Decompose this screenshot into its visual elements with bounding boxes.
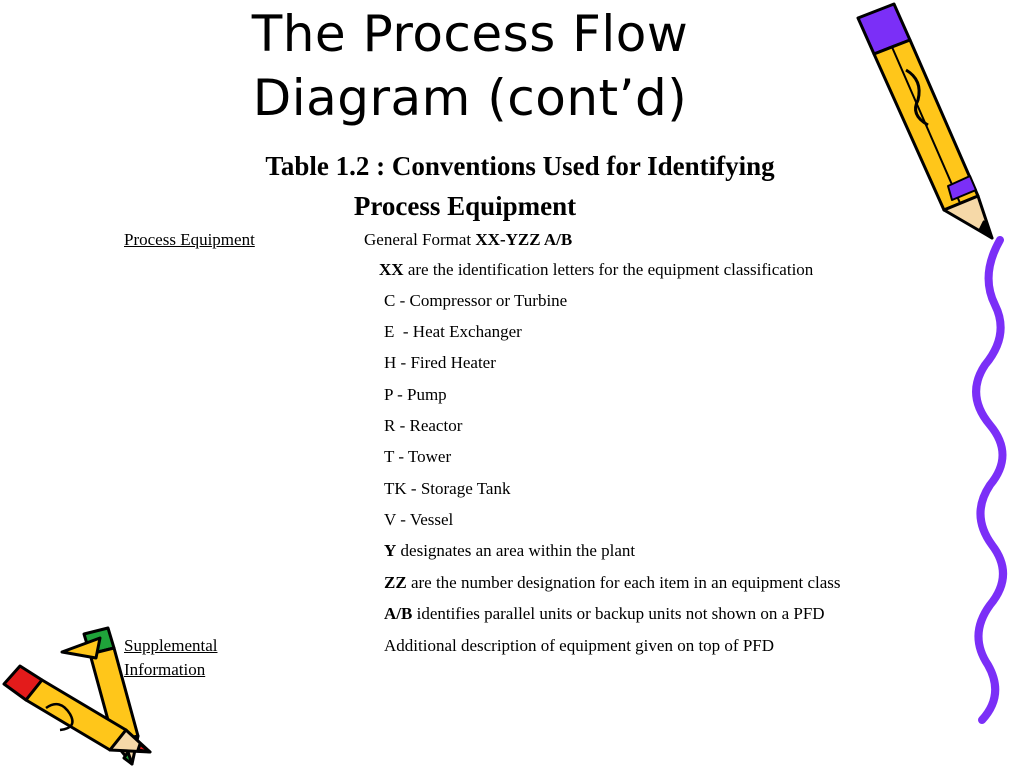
pencils-clipart-icon [0,618,160,768]
xx-code: XX [379,260,404,279]
slide-title [150,2,790,130]
y-text: designates an area within the plant [396,541,636,560]
zz-code: ZZ [384,573,407,592]
xx-definition [379,259,813,281]
class-item: T - Tower [384,447,452,466]
table-caption-line-1: Table 1.2 : Conventions Used for Identifying [265,151,775,181]
y-definition [384,540,635,562]
ab-text: identifies parallel units or backup units not shown on a PFD [412,604,825,623]
class-item: C - Compressor or Turbine [384,291,568,310]
xx-text: are the identification letters for the equipment classification [403,260,814,279]
general-format [364,229,572,251]
row-label-process-equipment: Process Equipment [124,230,255,249]
ab-code: A/B [384,604,413,623]
zz-text: are the number designation for each item in an equipment class [406,573,841,592]
class-item: H - Fired Heater [384,353,496,372]
table-caption [170,146,870,226]
title-line-1: The Process Flow [251,5,689,63]
class-item: P - Pump [384,385,447,404]
row-label-supplemental-line-2: Information [124,660,206,679]
pencil-clipart-icon [848,0,998,245]
class-item: TK - Storage Tank [384,479,511,498]
general-format-label: General Format [364,230,476,249]
row-label-supplemental-line-1: Supplemental [124,636,218,655]
y-code: Y [384,541,397,560]
class-item: R - Reactor [384,416,463,435]
squiggle-decoration-icon [960,235,1020,725]
class-item: V - Vessel [384,510,454,529]
title-line-2: Diagram (cont’d) [252,69,688,127]
zz-definition [384,572,841,594]
supplemental-description: Additional description of equipment given on top of PFD [384,636,775,655]
ab-definition [384,603,825,625]
class-item: E - Heat Exchanger [384,322,522,341]
table-caption-line-2: Process Equipment [353,191,577,221]
general-format-code: XX-YZZ A/B [475,230,573,249]
